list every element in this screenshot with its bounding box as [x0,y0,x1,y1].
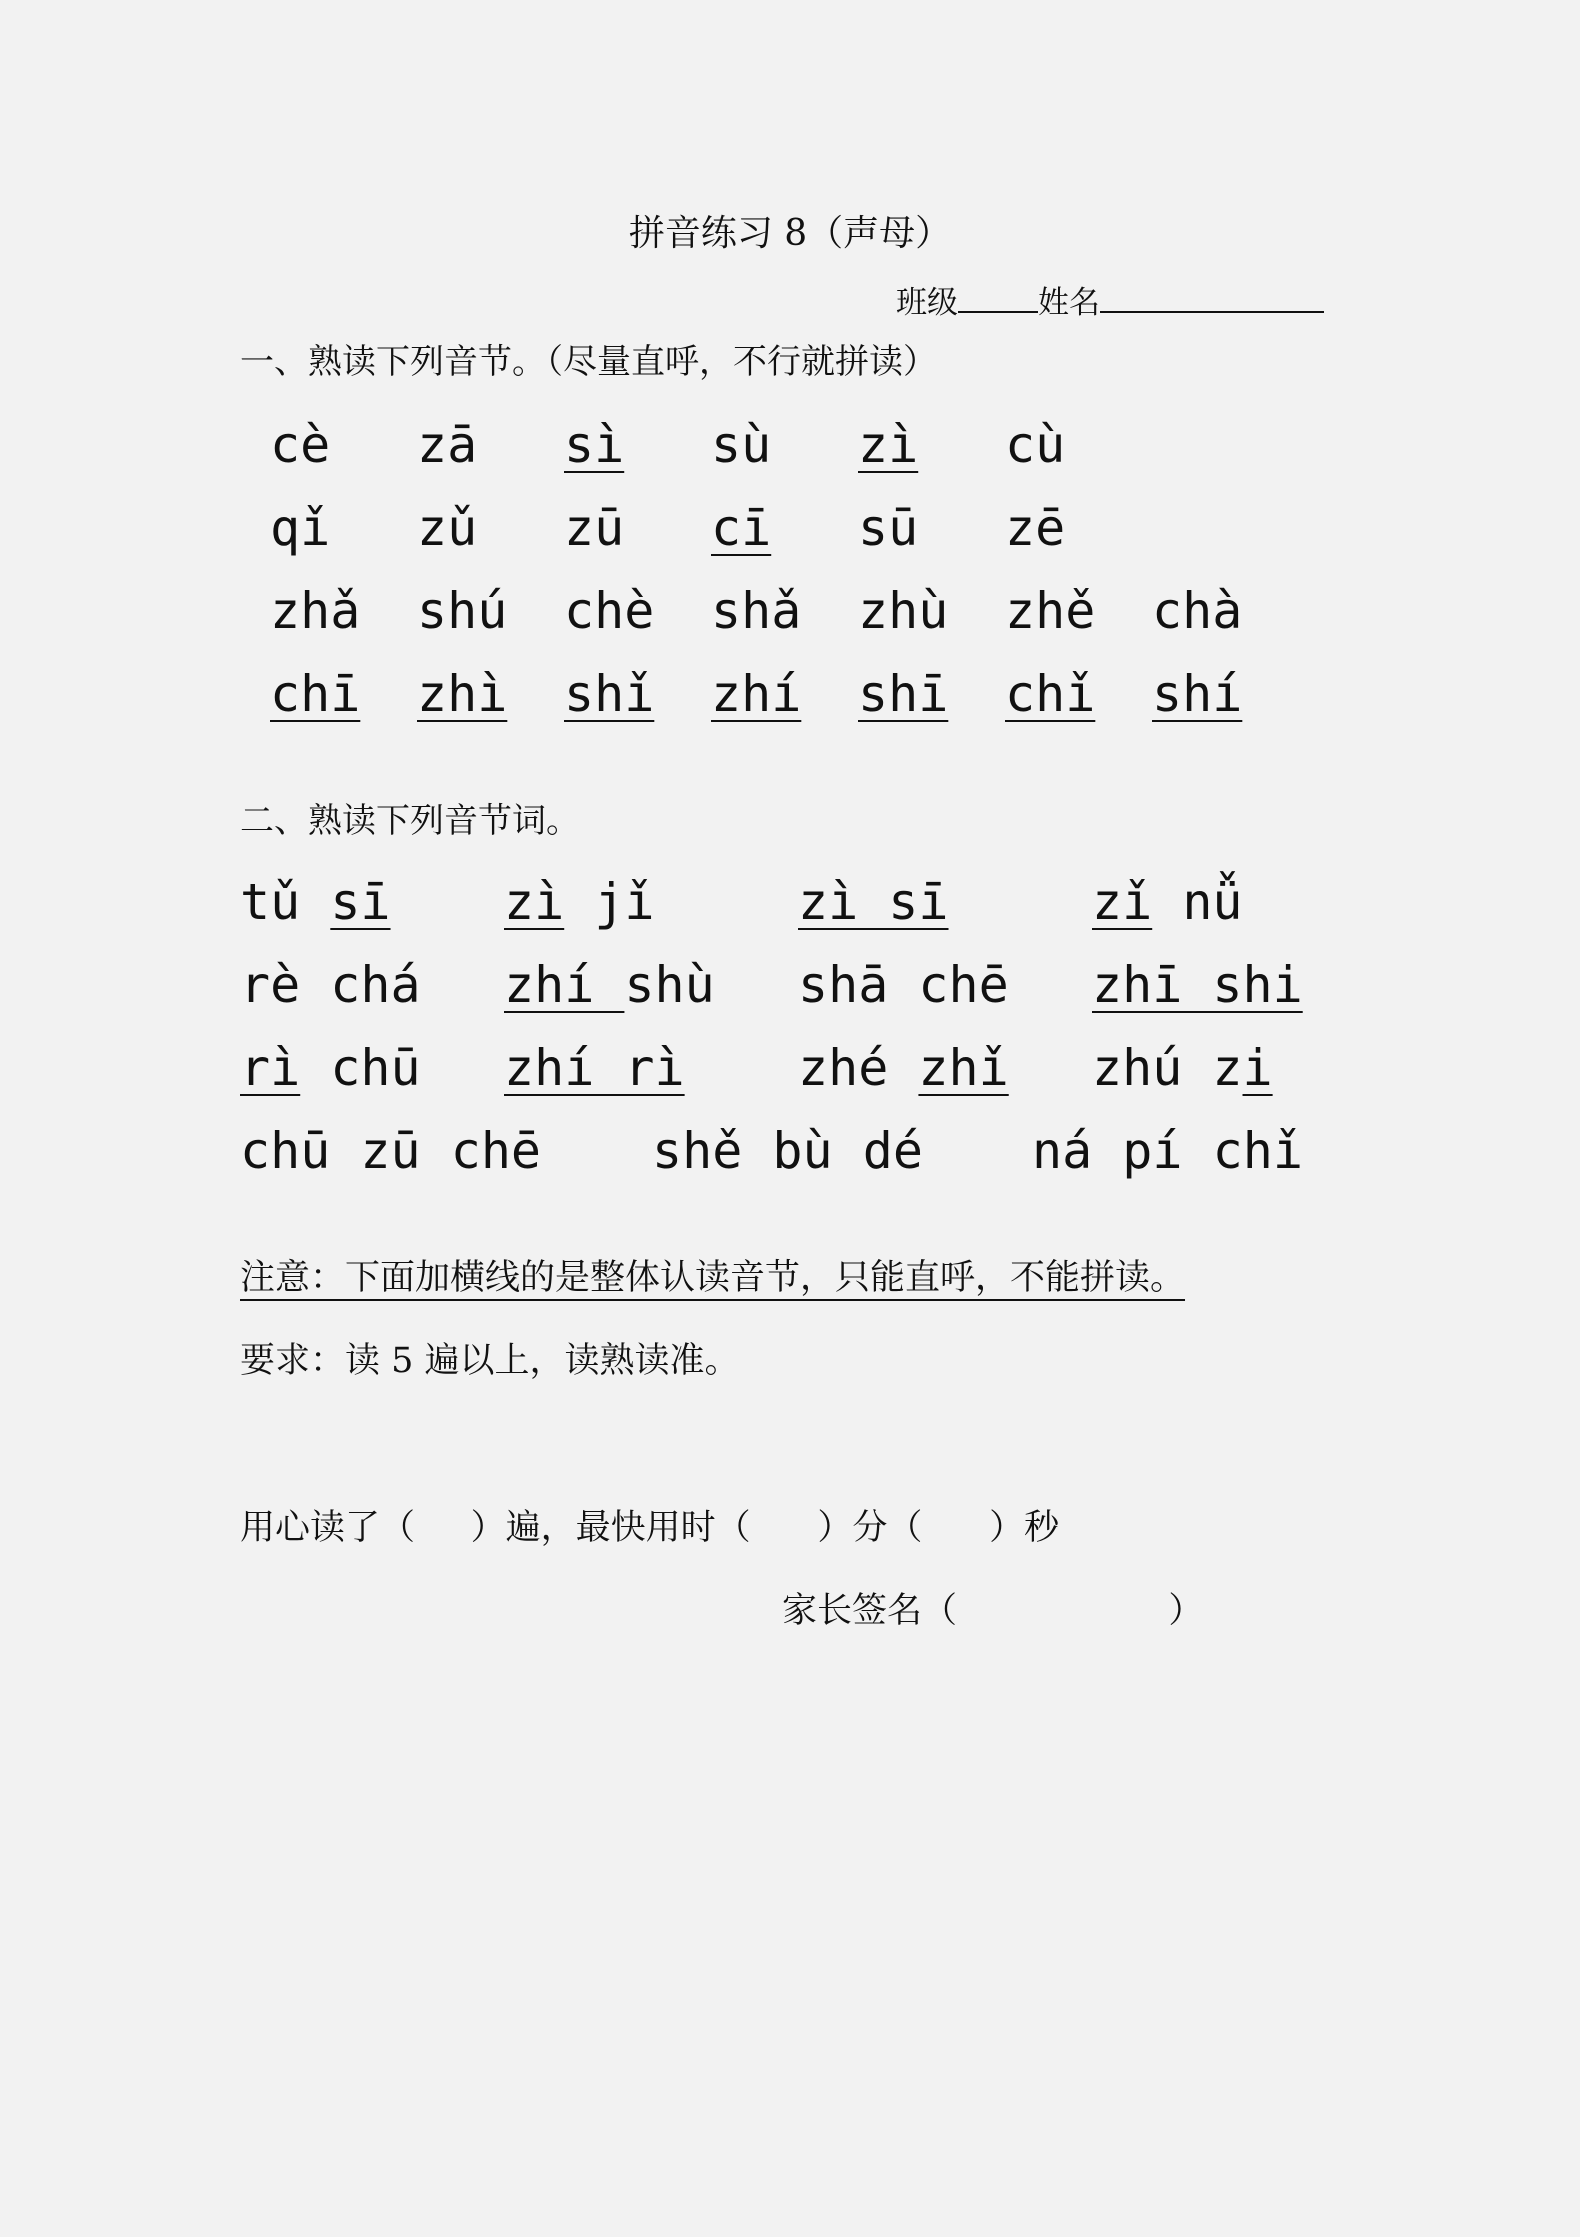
class-name-line [896,277,1324,322]
reading-record[interactable]: 用心读了（ ）遍，最快用时（ ）分（ ）秒 [240,1508,1060,1548]
syllable: zhǎ [270,582,361,640]
syllable: zē [1005,499,1066,557]
syllable: sù [711,416,772,474]
syllable: cè [270,416,331,474]
pinyin-word: chū zū chē [240,1122,542,1180]
syllable: chà [1152,582,1243,640]
parent-signature[interactable]: 家长签名（ ） [782,1591,1204,1631]
pinyin-word: shā chē [798,956,1009,1014]
pinyin-word: ná pí chǐ [1032,1122,1303,1180]
syllable: shǎ [711,582,802,640]
syllable: cù [1005,416,1066,474]
pinyin-word: zhí rì [504,1039,685,1097]
syllable-whole-read: zì [858,416,919,474]
section2-heading: 二、熟读下列音节词。 [240,801,580,841]
syllable-whole-read: chī [270,665,361,723]
syllable: zǔ [417,499,478,557]
syllable-whole-read: shí [1152,665,1243,723]
pinyin-word: zhī shi [1092,956,1303,1014]
pinyin-word: rì chū [240,1039,421,1097]
class-blank[interactable] [958,281,1038,313]
syllable-whole-read: shǐ [564,665,655,723]
pinyin-word: zǐ nǚ [1092,873,1243,931]
syllable: chè [564,582,655,640]
note-text: 注意：下面加横线的是整体认读音节，只能直呼，不能拼读。 [240,1258,1186,1298]
syllable: shú [417,582,508,640]
syllable: qǐ [270,499,331,557]
pinyin-word: tǔ sī [240,873,391,931]
syllable-whole-read: shī [858,665,949,723]
syllable: sū [858,499,919,557]
class-label: 班级 [896,285,958,321]
pinyin-word: zì jǐ [504,873,655,931]
name-label: 姓名 [1038,285,1100,321]
syllable: zhě [1005,582,1096,640]
page-title: 拼音练习 8（声母） [628,213,952,254]
requirement-text: 要求：读 5 遍以上，读熟读准。 [240,1341,740,1381]
section1-heading: 一、熟读下列音节。（尽量直呼，不行就拼读） [240,342,937,382]
pinyin-word: rè chá [240,956,421,1014]
syllable-whole-read: sì [564,416,625,474]
pinyin-word: shě bù dé [652,1122,923,1180]
syllable-whole-read: zhì [417,665,508,723]
name-blank[interactable] [1100,281,1324,313]
syllable-whole-read: chǐ [1005,665,1096,723]
pinyin-word: zì sī [798,873,949,931]
syllable-whole-read: cī [711,499,772,557]
pinyin-word: zhú zi [1092,1039,1273,1097]
syllable: zū [564,499,625,557]
pinyin-word: zhí shù [504,956,715,1014]
syllable-whole-read: zhí [711,665,802,723]
syllable: zhù [858,582,949,640]
syllable: zā [417,416,478,474]
pinyin-word: zhé zhǐ [798,1039,1009,1097]
